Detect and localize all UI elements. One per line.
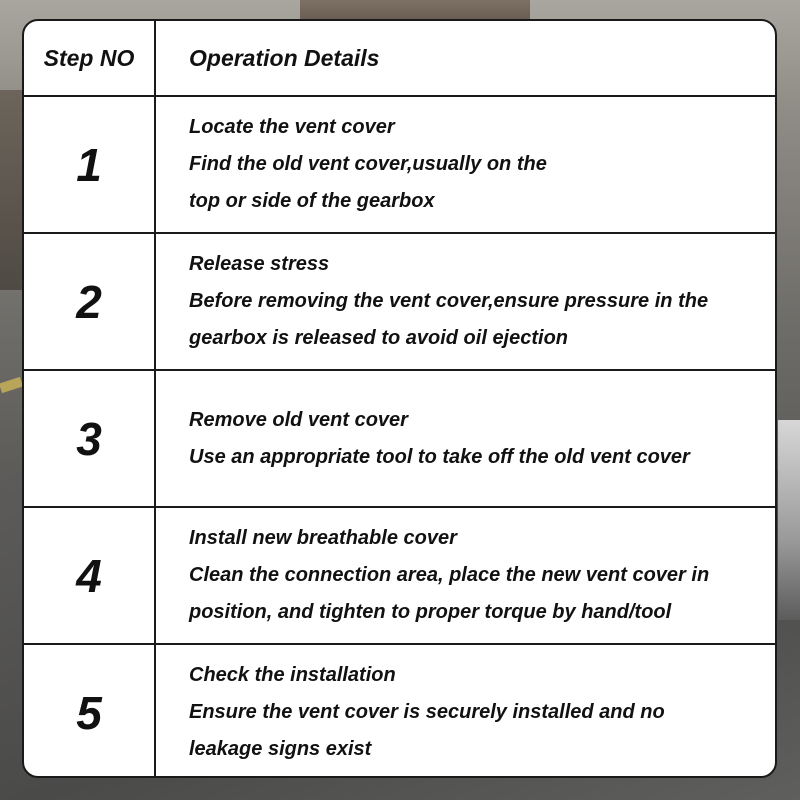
step-title: Locate the vent cover	[189, 116, 395, 138]
step-details	[189, 371, 771, 506]
table-row	[24, 371, 775, 508]
step-number: 1	[76, 138, 102, 191]
step-title: Check the installation	[189, 664, 396, 686]
table-row	[24, 645, 775, 778]
background-road-marking	[0, 377, 23, 393]
step-details	[189, 645, 771, 778]
background-building	[0, 90, 24, 290]
table-row	[24, 234, 775, 371]
step-description: Before removing the vent cover,ensure pressure in the gearbox is released to avoid oil ejection	[189, 290, 709, 349]
step-number: 5	[76, 686, 102, 739]
table-row	[24, 97, 775, 234]
table-header-row	[24, 21, 775, 97]
step-number: 4	[76, 549, 102, 602]
step-details	[189, 508, 771, 643]
table-row	[24, 508, 775, 645]
step-title: Release stress	[189, 253, 330, 275]
header-step-no: Step NO	[43, 44, 135, 71]
step-number: 2	[76, 275, 102, 328]
header-operation-details: Operation Details	[189, 44, 380, 71]
step-description: Ensure the vent cover is securely installed and no leakage signs exist	[189, 701, 665, 760]
background-car	[778, 420, 800, 620]
operation-steps-table	[22, 19, 777, 778]
step-details	[189, 234, 771, 369]
step-details	[189, 97, 771, 232]
step-title: Remove old vent cover	[189, 408, 408, 431]
step-description: Find the old vent cover,usually on the top or side of the gearbox	[189, 153, 547, 212]
step-description: Use an appropriate tool to take off the old vent cover	[189, 445, 690, 468]
step-description: Clean the connection area, place the new vent cover in position, and tighten to proper torque by hand/tool	[189, 564, 710, 623]
step-title: Install new breathable cover	[189, 527, 457, 549]
step-number: 3	[76, 412, 102, 465]
